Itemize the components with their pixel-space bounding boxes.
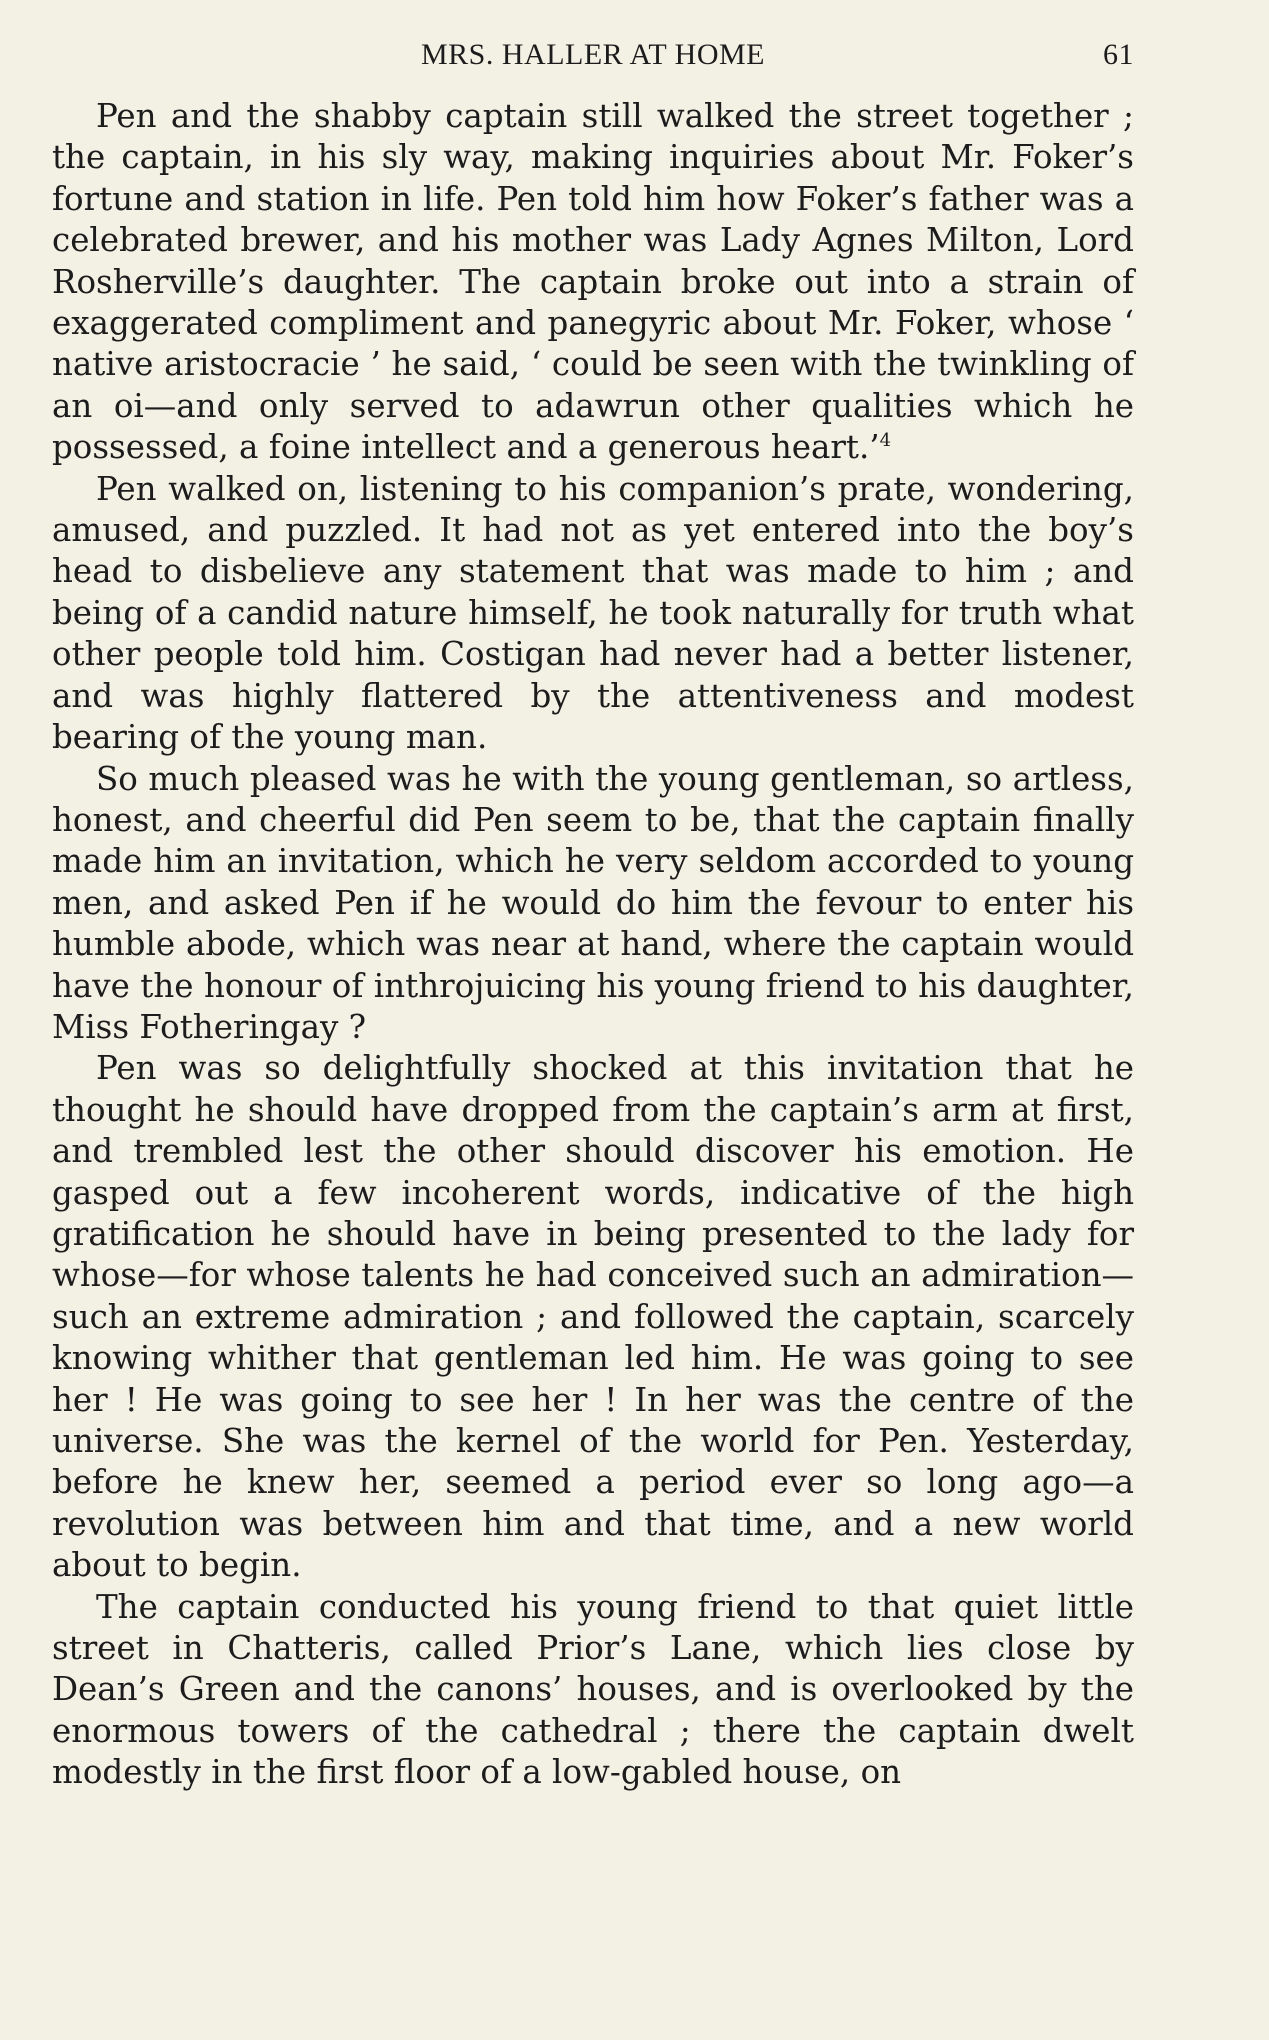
paragraph <box>52 469 1134 759</box>
page-header <box>52 38 1134 86</box>
paragraph-text: The captain conducted his young friend to that quiet little street in Chatteris, called Prior’s Lane, which lies close by Dean’s Green and the canons’ houses, and is overlooked by the enormous towers of the cathedral ; there the captain dwelt modestly in the first floor of a low-gabled house, on <box>52 1587 1134 1792</box>
running-head: MRS. HALLER AT HOME <box>421 38 765 71</box>
paragraph <box>52 1587 1134 1794</box>
book-page <box>52 38 1134 1794</box>
body-text <box>52 96 1134 1794</box>
paragraph-text: Pen walked on, listening to his companion’s prate, wondering, amused, and puzzled. It had not as yet entered into the boy’s head to disbelieve any statement that was made to him ; and being of a candid nature himself, he took naturally for truth what other people told him. Costigan had never had a better listener, and was highly flattered by the attentiveness and modest bearing of the young man. <box>52 469 1134 757</box>
paragraph <box>52 1048 1134 1586</box>
paragraph-text: So much pleased was he with the young gentleman, so artless, honest, and cheerful did Pen seem to be, that the captain finally made him an invitation, which he very seldom accorded to young men, and asked Pen if he would do him the fevour to enter his humble abode, which was near at hand, where the captain would have the honour of inthrojuicing his young friend to his daughter, Miss Fotheringay ? <box>52 759 1134 1046</box>
paragraph-text: Pen was so delightfully shocked at this invitation that he thought he should have dropped from the captain’s arm at first, and trembled lest the other should discover his emotion. He gasped out a few incoherent words, indicative of the high gratification he should have in being presented to the lady for whose—for whose talents he had conceived such an admiration—such an extreme admiration ; and followed the captain, scarcely knowing whither that gentleman led him. He was going to see her ! He was going to see her ! In her was the centre of the universe. She was the kernel of the world for Pen. Yesterday, before he knew her, seemed a period ever so long ago—a revolution was between him and that time, and a new world about to begin. <box>52 1049 1134 1585</box>
paragraph <box>52 759 1134 1049</box>
footnote-marker: 4 <box>879 430 892 452</box>
paragraph <box>52 96 1134 469</box>
paragraph-text: Pen and the shabby captain still walked the street together ; the captain, in his sly way, making inquiries about Mr. Foker’s fortune and station in life. Pen told him how Foker’s father was a celebrated brewer, and his mother was Lady Agnes Milton, Lord Rosherville’s daughter. The captain broke out into a strain of exaggerated compliment and panegyric about Mr. Foker, whose ‘ native aristocracie ’ he said, ‘ could be seen with the twinkling of an oi—and only served to adawrun other qualities which he possessed, a foine intellect and a generous heart.’ <box>52 97 1134 467</box>
page-number: 61 <box>1103 38 1134 71</box>
